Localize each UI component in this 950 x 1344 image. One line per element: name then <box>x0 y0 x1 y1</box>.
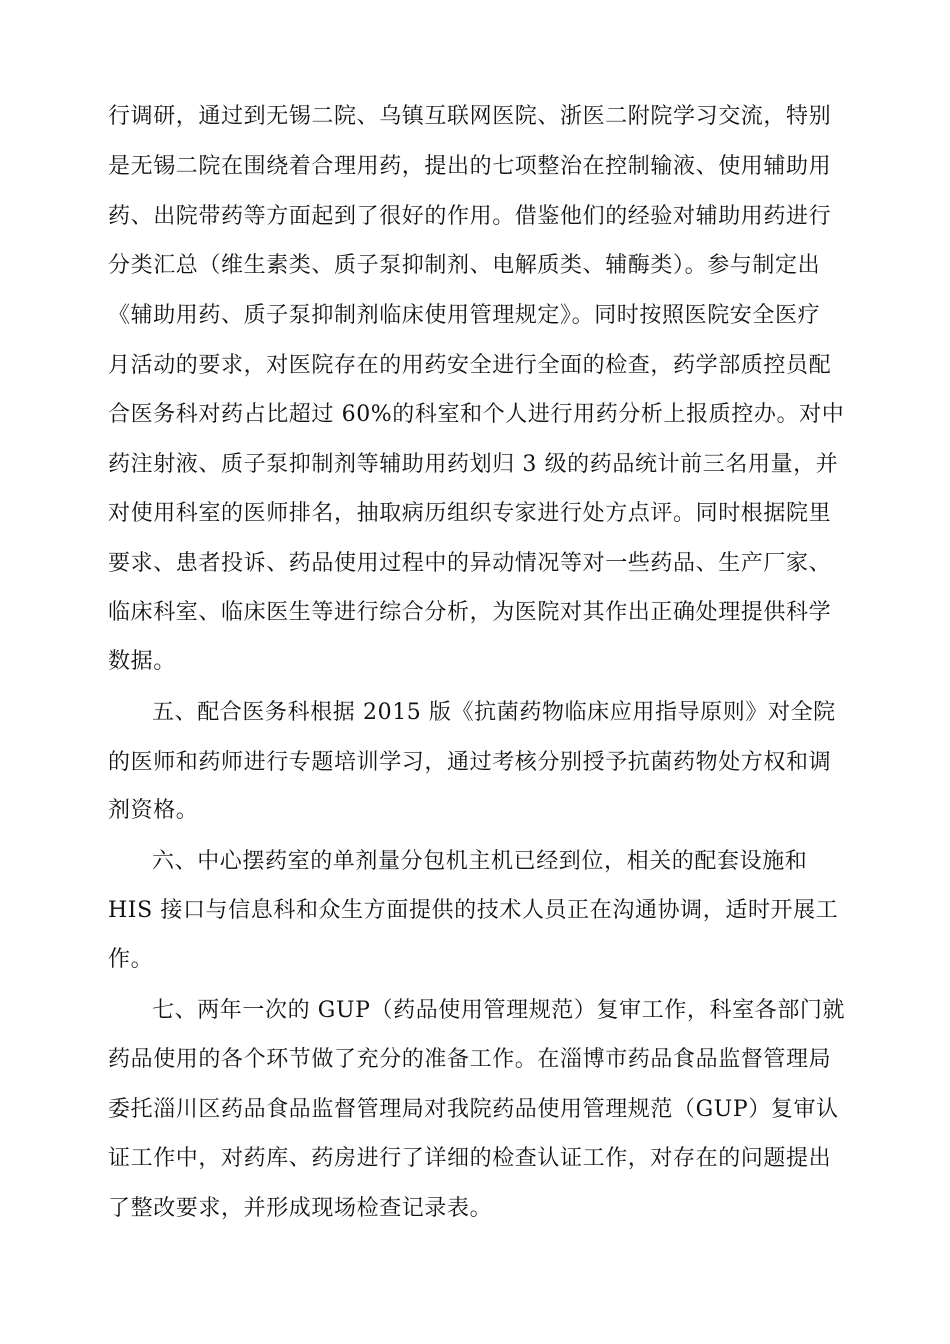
text-line: 药注射液、质子泵抑制剂等辅助用药划归 3 级的药品统计前三名用量，并 <box>108 452 839 477</box>
text-line: 合医务科对药占比超过 60%的科室和个人进行用药分析上报质控办。对中 <box>108 402 845 427</box>
text-line: 是无锡二院在围绕着合理用药，提出的七项整治在控制输液、使用辅助用 <box>108 154 832 179</box>
paragraph-seven-first-line: 七、两年一次的 GUP（药品使用管理规范）复审工作，科室各部门就 <box>152 998 846 1023</box>
text-line: 要求、患者投诉、药品使用过程中的异动情况等对一些药品、生产厂家、 <box>108 551 832 576</box>
paragraph-five-first-line: 五、配合医务科根据 2015 版《抗菌药物临床应用指导原则》对全院 <box>152 700 836 725</box>
text-line: 的医师和药师进行专题培训学习，通过考核分别授予抗菌药物处方权和调 <box>108 750 832 775</box>
paragraph-six-first-line: 六、中心摆药室的单剂量分包机主机已经到位，相关的配套设施和 <box>152 849 808 874</box>
text-line: 分类汇总（维生素类、质子泵抑制剂、电解质类、辅酶类）。参与制定出 <box>108 253 821 278</box>
text-line: 药品使用的各个环节做了充分的准备工作。在淄博市药品食品监督管理局 <box>108 1047 832 1072</box>
text-line: 作。 <box>108 947 154 972</box>
text-line: 临床科室、临床医生等进行综合分析，为医院对其作出正确处理提供科学 <box>108 600 832 625</box>
text-line: 对使用科室的医师排名，抽取病历组织专家进行处方点评。同时根据院里 <box>108 501 832 526</box>
text-line: 证工作中，对药库、药房进行了详细的检查认证工作，对存在的问题提出 <box>108 1146 832 1171</box>
text-line: 了整改要求，并形成现场检查记录表。 <box>108 1196 493 1221</box>
text-line: 委托淄川区药品食品监督管理局对我院药品使用管理规范（GUP）复审认 <box>108 1097 839 1122</box>
text-line: 《辅助用药、质子泵抑制剂临床使用管理规定》。同时按照医院安全医疗 <box>108 303 821 328</box>
text-line: 剂资格。 <box>108 798 199 823</box>
text-line: HIS 接口与信息科和众生方面提供的技术人员正在沟通协调，适时开展工 <box>108 898 839 923</box>
text-line: 数据。 <box>108 649 176 674</box>
text-line: 药、出院带药等方面起到了很好的作用。借鉴他们的经验对辅助用药进行 <box>108 204 832 229</box>
text-line: 月活动的要求，对医院存在的用药安全进行全面的检查，药学部质控员配 <box>108 353 832 378</box>
text-line: 行调研，通过到无锡二院、乌镇互联网医院、浙医二附院学习交流，特别 <box>108 104 832 129</box>
